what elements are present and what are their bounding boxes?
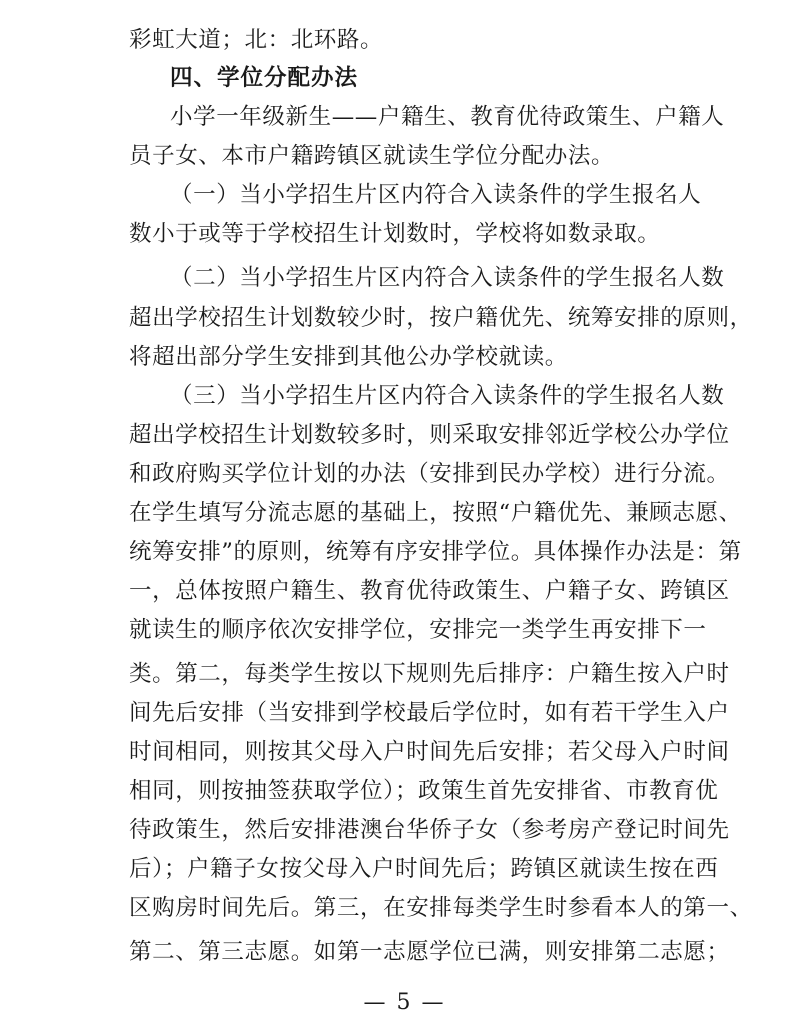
text-line: 区购房时间先后。第三，在安排每类学生时参看本人的第一、 bbox=[129, 895, 753, 921]
section-heading: 四、学位分配办法 bbox=[170, 65, 359, 91]
text-line: 第二、第三志愿。如第一志愿学位已满，则安排第二志愿； bbox=[129, 939, 730, 965]
text-line: 统筹安排”的原则，统筹有序安排学位。具体操作办法是：第 bbox=[129, 539, 742, 565]
text-line: 相同，则按抽签获取学位）；政策生首先安排省、市教育优 bbox=[129, 778, 719, 804]
text-line: 超出学校招生计划数较多时，则采取安排邻近学校公办学位 bbox=[129, 422, 730, 448]
text-line: 后）；户籍子女按父母入户时间先后；跨镇区就读生按在西 bbox=[129, 856, 719, 882]
text-line: 小学一年级新生——户籍生、教育优待政策生、户籍人 bbox=[170, 104, 725, 130]
text-line: 将超出部分学生安排到其他公办学校就读。 bbox=[129, 344, 568, 370]
text-line: 数小于或等于学校招生计划数时，学校将如数录取。 bbox=[129, 221, 661, 247]
text-line: 间先后安排（当安排到学校最后学位时，如有若干学生入户 bbox=[129, 700, 730, 726]
text-line: 待政策生，然后安排港澳台华侨子女（参考房产登记时间先 bbox=[129, 817, 730, 843]
page-number: — 5 — bbox=[363, 990, 446, 1015]
text-line: 类。第二，每类学生按以下规则先后排序：户籍生按入户时 bbox=[129, 661, 730, 687]
text-line: （三）当小学招生片区内符合入读条件的学生报名人数 bbox=[170, 383, 725, 409]
text-line: 在学生填写分流志愿的基础上，按照“户籍优先、兼顾志愿、 bbox=[129, 500, 742, 526]
text-line: 超出学校招生计划数较少时，按户籍优先、统筹安排的原则， bbox=[129, 305, 753, 331]
text-line: 彩虹大道；北：北环路。 bbox=[129, 27, 384, 53]
text-line: （二）当小学招生片区内符合入读条件的学生报名人数 bbox=[170, 265, 725, 291]
text-line: 一，总体按照户籍生、教育优待政策生、户籍子女、跨镇区 bbox=[129, 578, 730, 604]
text-line: 就读生的顺序依次安排学位，安排完一类学生再安排下一 bbox=[129, 617, 707, 643]
text-line: （一）当小学招生片区内符合入读条件的学生报名人 bbox=[170, 182, 702, 208]
text-line: 员子女、本市户籍跨镇区就读生学位分配办法。 bbox=[129, 143, 615, 169]
text-line: 时间相同，则按其父母入户时间先后安排；若父母入户时间 bbox=[129, 739, 730, 765]
text-line: 和政府购买学位计划的办法（安排到民办学校）进行分流。 bbox=[129, 461, 730, 487]
